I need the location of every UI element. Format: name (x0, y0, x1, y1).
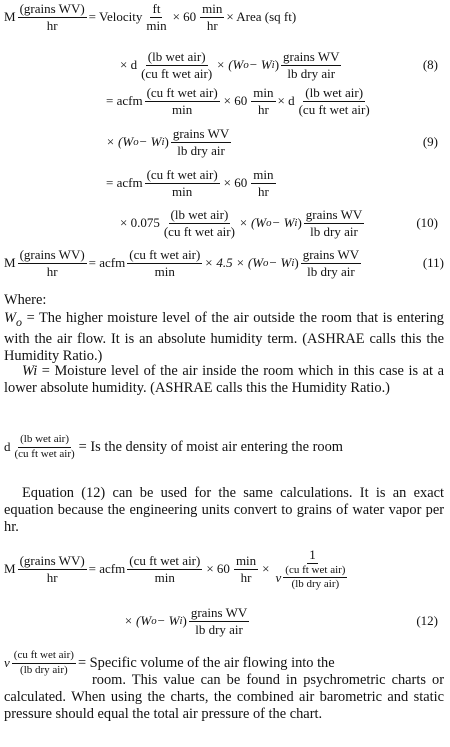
cuft-per-min-fraction (145, 86, 220, 116)
cuft-per-min-fraction (145, 168, 220, 198)
fraction-numerator: (cu ft wet air) (12, 650, 76, 664)
density-term: × d (120, 57, 138, 73)
fraction-numerator: (lb wet air) (18, 434, 71, 448)
subscript-i: i (271, 59, 275, 72)
fraction-numerator: grains WV (190, 605, 248, 620)
density-coefficient: × 0.075 (120, 215, 160, 231)
fraction-denominator: min (172, 101, 193, 117)
moisture-symbol: M (4, 9, 16, 25)
equation-10-line-2 (120, 208, 438, 238)
specific-volume-symbol: v (275, 569, 282, 585)
fraction-denominator: min (154, 263, 175, 279)
fraction-numerator: grains WV (172, 126, 230, 141)
close-paren: ) (164, 134, 169, 150)
equation-8 (120, 50, 438, 80)
min-per-hr-fraction (234, 554, 258, 584)
subscript-i: i (291, 257, 295, 270)
fraction-denominator: (cu ft wet air) (141, 65, 213, 81)
density-fraction (297, 86, 372, 116)
fraction-numerator: min (253, 85, 274, 100)
density-fraction (13, 434, 77, 460)
wo-symbol: W (4, 310, 16, 326)
density-fraction (162, 208, 237, 238)
fraction-denominator: (cu ft wet air) (14, 447, 75, 460)
fraction-numerator: ft (152, 1, 161, 16)
min-per-hr-fraction (251, 168, 275, 198)
fraction-numerator: min (202, 1, 223, 16)
grains-per-lb-fraction (171, 127, 231, 157)
fraction-denominator: lb dry air (195, 621, 243, 637)
ft-per-min-fraction (144, 2, 168, 32)
subscript-o: o (263, 257, 269, 270)
fraction-numerator: (cu ft wet air) (146, 167, 218, 182)
density-fraction (139, 50, 214, 80)
equation-9-line-1 (106, 86, 438, 116)
fraction-numerator: (lb wet air) (147, 49, 206, 64)
close-paren: ) (297, 215, 302, 231)
fraction-denominator: lb dry air (310, 223, 358, 239)
specific-volume-symbol: v (4, 655, 10, 671)
fraction-denominator: hr (46, 17, 58, 33)
reciprocal-specific-volume-fraction (274, 548, 352, 591)
density-term: × d (277, 93, 295, 109)
fraction-denominator: (lb dry air) (20, 663, 68, 676)
wi-definition (4, 363, 444, 397)
equation-12-intro: Equation (12) can be used for the same calculations. It is an exact equation because the engineering units convert to grains of water vapor per hr. (4, 485, 444, 535)
equation-number-12: (12) (416, 613, 438, 629)
fraction-denominator: (lb dry air) (291, 578, 340, 591)
subscript-i: i (161, 136, 165, 149)
fraction-denominator (274, 564, 352, 591)
fraction-denominator: hr (206, 17, 218, 33)
acfm-term: = acfm (106, 175, 143, 191)
subscript-i: i (179, 615, 183, 628)
density-symbol: d (4, 439, 11, 455)
fraction-denominator: hr (257, 101, 269, 117)
fraction-denominator: (cu ft wet air) (163, 223, 235, 239)
subscript-o: o (151, 615, 157, 628)
wo-term: × (W (124, 613, 152, 629)
wi-definition-text: = Moisture level of the air inside the room which in this case is at a lower absolute humidity. (ASHRAE calls this the Humidity Ratio.) (4, 363, 444, 396)
min-per-hr-fraction (200, 2, 224, 32)
wi-term: − W (271, 215, 295, 231)
times-sixty: × 60 (172, 9, 197, 25)
specific-volume-definition-continuation: room. This value can be found in psychrometric charts or calculated. When using the charts, the combined air barometric and static pressure should equal the total air pressure of the chart. (4, 672, 444, 722)
coefficient-term: × 4.5 × (W (204, 255, 264, 271)
subscript-o: o (266, 217, 272, 230)
fraction-numerator: (grains WV) (19, 1, 85, 16)
equation-number-10: (10) (416, 215, 438, 231)
wi-term: − W (268, 255, 292, 271)
fraction-numerator: (grains WV) (19, 247, 85, 262)
wi-term: − W (156, 613, 180, 629)
equation-10-line-1 (106, 168, 438, 198)
fraction-numerator: (cu ft wet air) (129, 553, 201, 569)
grains-per-lb-fraction (304, 208, 364, 238)
close-paren: ) (274, 57, 280, 73)
subscript-o: o (133, 136, 139, 149)
fraction-numerator: (grains WV) (19, 553, 85, 569)
equation-number-8: (8) (422, 57, 438, 73)
moisture-symbol: M (4, 255, 16, 271)
equation-header (4, 2, 444, 32)
grains-per-hr-fraction (18, 2, 87, 32)
fraction-numerator: min (235, 553, 257, 569)
fraction-denominator: hr (240, 569, 252, 585)
wo-definition-text: = The higher moisture level of the air outside the room that is entering with the air flow. It is an absolute humidity term. (ASHRAE calls this the Humidity Ratio.) (4, 310, 444, 364)
fraction-numerator: (lb wet air) (305, 85, 364, 100)
times-sixty: × 60 (223, 93, 248, 109)
area-term: × Area (sq ft) (226, 9, 297, 25)
times-sixty: × 60 (206, 561, 230, 577)
min-per-hr-fraction (251, 86, 275, 116)
density-definition-text: = Is the density of moist air entering the room (78, 438, 343, 455)
fraction-denominator: min (154, 569, 175, 585)
wi-symbol: Wi (22, 363, 38, 379)
fraction-denominator: hr (46, 263, 58, 279)
fraction-numerator: 1 (309, 547, 316, 562)
cuft-per-min-fraction (127, 554, 202, 584)
equation-number-11: (11) (422, 255, 444, 271)
wi-term: − W (248, 57, 272, 73)
fraction-numerator: (cu ft wet air) (146, 85, 218, 100)
grains-per-lb-fraction (281, 50, 341, 80)
wi-term: − W (138, 134, 162, 150)
fraction-numerator: grains WV (302, 247, 360, 262)
cuft-per-min-fraction (127, 248, 202, 278)
acfm-term: = acfm (106, 93, 143, 109)
fraction-numerator: grains WV (305, 207, 363, 222)
wo-term: × (W (238, 215, 267, 231)
equation-11 (4, 248, 444, 278)
close-paren: ) (182, 613, 187, 629)
acfm-term: = acfm (88, 561, 126, 577)
specific-volume-fraction (283, 565, 347, 591)
grains-per-lb-fraction (189, 606, 249, 636)
grains-per-hr-fraction (18, 554, 87, 584)
fraction-denominator: hr (257, 183, 269, 199)
where-heading: Where: (4, 292, 47, 308)
close-paren: ) (294, 255, 299, 271)
wo-subscript: o (16, 314, 22, 329)
equation-number-9: (9) (422, 134, 438, 150)
fraction-denominator: lb dry air (307, 263, 355, 279)
subscript-o: o (243, 59, 249, 72)
equation-12-line-2 (124, 606, 438, 636)
fraction-denominator: (cu ft wet air) (298, 101, 370, 117)
wo-term: × (W (106, 134, 134, 150)
wo-term: × (W (216, 57, 244, 73)
equation-9-line-2 (106, 127, 438, 157)
fraction-numerator: grains WV (283, 49, 340, 64)
fraction-denominator: min (146, 17, 167, 33)
wo-definition (4, 310, 444, 365)
fraction-denominator: lb dry air (287, 65, 336, 81)
acfm-term: = acfm (88, 255, 126, 271)
fraction-numerator: (cu ft wet air) (283, 565, 347, 579)
fraction-numerator: (cu ft wet air) (129, 247, 201, 262)
times-sixty: × 60 (223, 175, 248, 191)
grains-per-hr-fraction (18, 248, 87, 278)
times-sign: × (262, 561, 270, 577)
density-definition (4, 434, 444, 460)
equation-12-line-1 (4, 548, 444, 591)
fraction-denominator: hr (46, 569, 58, 585)
fraction-numerator: (lb wet air) (170, 207, 229, 222)
fraction-numerator: min (253, 167, 274, 182)
fraction-denominator: lb dry air (177, 142, 225, 158)
subscript-i: i (294, 217, 298, 230)
velocity-term: = Velocity (88, 9, 143, 25)
fraction-denominator: min (172, 183, 193, 199)
moisture-symbol: M (4, 561, 16, 577)
grains-per-lb-fraction (301, 248, 361, 278)
specific-volume-definition-line-1: = Specific volume of the air flowing into the (77, 654, 335, 671)
